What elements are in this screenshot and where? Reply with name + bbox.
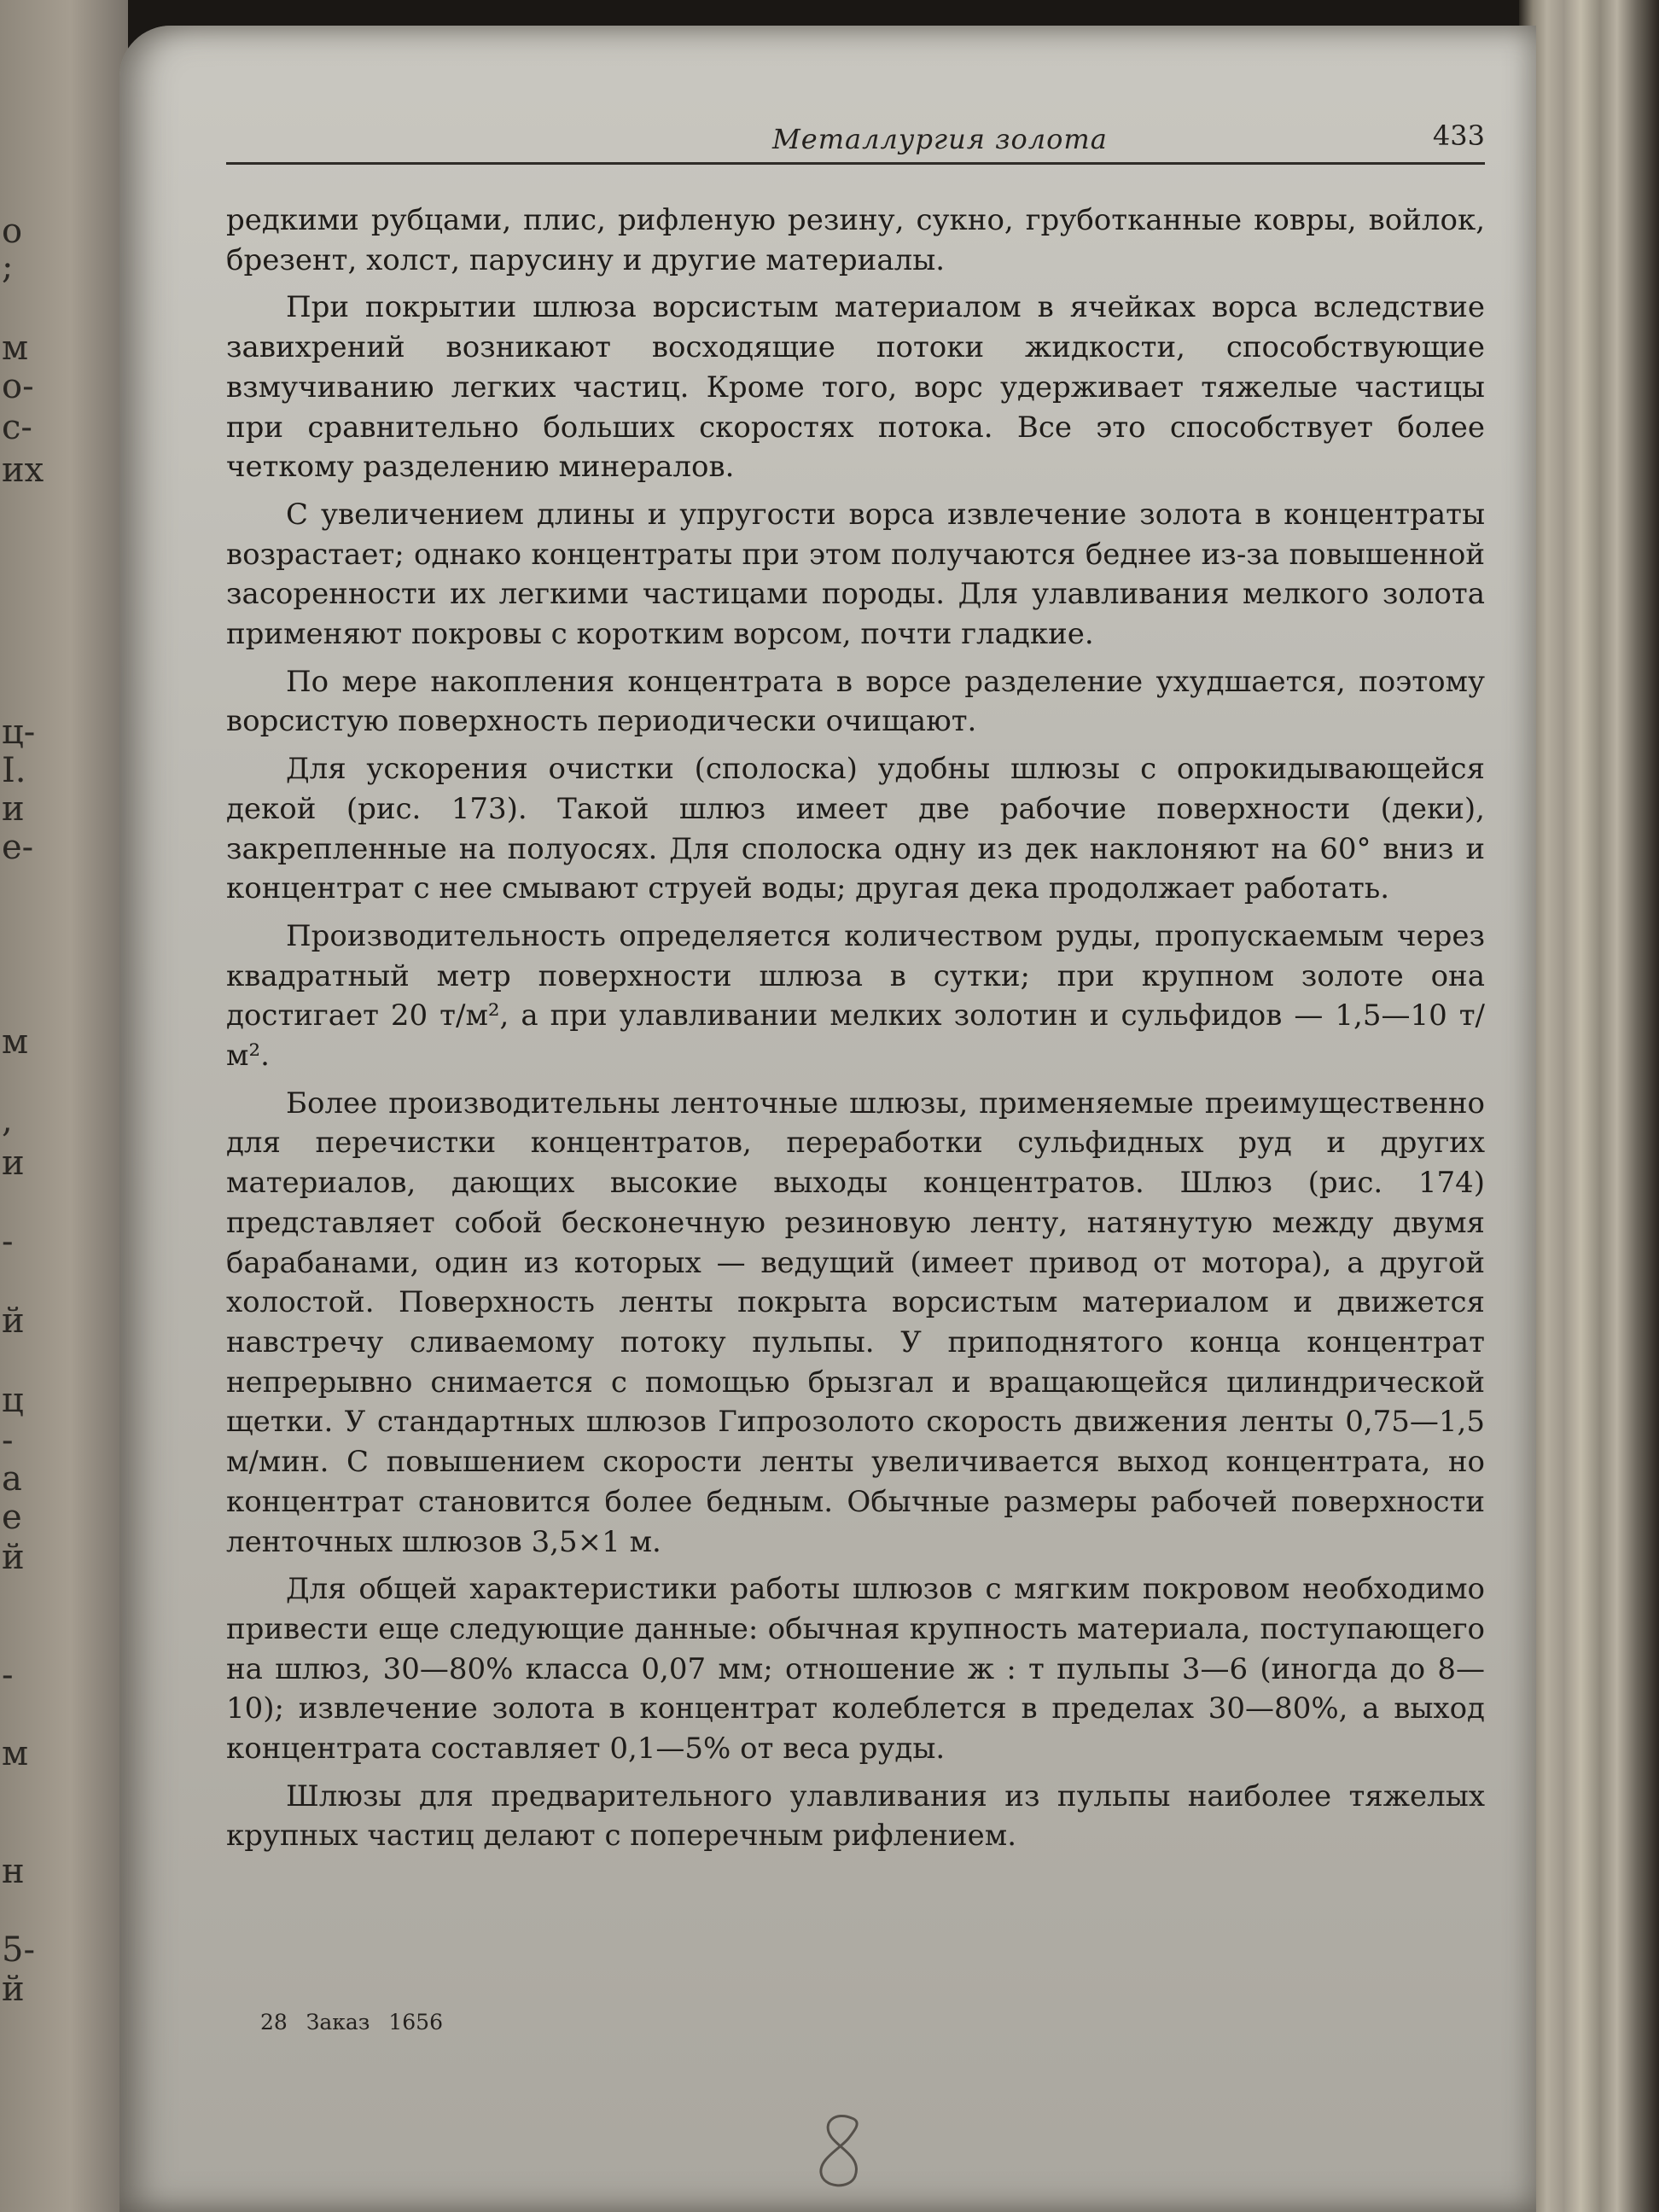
- paragraph: Производительность определяется количеством руды, пропускаемым через квадратный метр поверхности шлюза в сутки; при крупном золоте она достигает 20 т/м², а при улавливании мелких золотин и сульфидов — 1,5—10 т/м².: [226, 918, 1485, 1074]
- left-page-fragment: е-: [2, 828, 34, 867]
- page-number: 433: [1432, 119, 1485, 152]
- left-page-fragment: о: [2, 212, 23, 251]
- paragraph: С увеличением длины и упругости ворса извлечение золота в концентраты возрастает; однако концентраты при этом получаются беднее из-за повышенной засоренности их легкими частицами породы. Для улавливания мелкого золота применяют покровы с коротким ворсом, почти гладкие.: [226, 497, 1485, 652]
- handwritten-mark-8: [802, 2108, 879, 2193]
- left-page-fragment: м: [2, 1022, 29, 1062]
- left-page-fragment: ц: [2, 1381, 24, 1420]
- left-page-edge: [0, 0, 128, 2212]
- paragraph: редкими рубцами, плис, рифленую резину, сукно, груботканные ковры, войлок, брезент, холст, парусину и другие материалы.: [226, 203, 1485, 277]
- left-page-fragment: и: [2, 1144, 25, 1183]
- left-page-fragment: I.: [2, 751, 26, 790]
- printer-signature: [260, 2010, 455, 2034]
- left-page-fragment: ;: [2, 247, 14, 287]
- left-page-fragment: -: [2, 1421, 14, 1460]
- signature-number: 28: [260, 2010, 288, 2034]
- body-text: [226, 201, 1485, 1856]
- left-page-fragment: а: [2, 1459, 22, 1499]
- order-label: Заказ: [306, 2010, 370, 2034]
- running-title: Металлургия золота: [772, 123, 1108, 155]
- running-header: [226, 119, 1485, 165]
- left-page-fragment: о-: [2, 367, 34, 406]
- left-page-fragment: их: [2, 451, 44, 490]
- left-page-fragment: е: [2, 1498, 22, 1537]
- left-page-fragment: 5-: [2, 1930, 35, 1970]
- left-page-fragment: й: [2, 1538, 25, 1577]
- paragraph: Для общей характеристики работы шлюзов с мягким покровом необходимо привести еще следующие данные: обычная крупность материала, поступающего на шлюз, 30—80% класса 0,07 мм; отношение ж : т пульпы 3—6 (иногда до 8—10); извлечение золота в концентрат колеблется в пределах 30—80%, а выход концентрата составляет 0,1—5% от веса руды.: [226, 1572, 1485, 1767]
- left-page-fragment: м: [2, 1734, 29, 1773]
- book-page: [119, 26, 1536, 2212]
- left-page-fragment: и: [2, 789, 25, 829]
- left-page-fragment: с-: [2, 408, 32, 447]
- paragraph: Для ускорения очистки (сполоска) удобны шлюзы с опрокидывающейся декой (рис. 173). Такой шлюз имеет две рабочие поверхности (деки), закрепленные на полуосях. Для сполоска одну из дек наклоняют на 60° вниз и концентрат с нее смывают струей воды; другая дека продолжает работать.: [226, 752, 1485, 906]
- order-number: 1656: [388, 2010, 443, 2034]
- left-page-fragment: й: [2, 1970, 25, 2009]
- left-page-fragment: -: [2, 1222, 14, 1261]
- left-page-fragment: й: [2, 1301, 25, 1341]
- page-edges: [1519, 0, 1659, 2212]
- left-page-fragment: -: [2, 1656, 14, 1695]
- paragraph: По мере накопления концентрата в ворсе разделение ухудшается, поэтому ворсистую поверхность периодически очищают.: [226, 664, 1485, 739]
- left-page-fragment: ,: [2, 1101, 13, 1140]
- paragraph: Более производительны ленточные шлюзы, применяемые преимущественно для перечистки концентратов, переработки сульфидных руд и других материалов, дающих высокие выходы концентратов. Шлюз (рис. 174) представляет собой бесконечную резиновую ленту, натянутую между двумя барабанами, один из которых — ведущий (имеет привод от мотора), а другой холостой. Поверхность ленты покрыта ворсистым материалом и движется навстречу сливаемому потоку пульпы. У приподнятого конца концентрат непрерывно снимается с помощью брызгал и вращающейся цилиндрической щетки. У стандартных шлюзов Гипрозолото скорость движения ленты 0,75—1,5 м/мин. С повышением скорости ленты увеличивается выход концентрата, но концентрат становится более бедным. Обычные размеры рабочей поверхности ленточных шлюзов 3,5×1 м.: [226, 1086, 1485, 1559]
- left-page-fragment: н: [2, 1852, 25, 1891]
- paragraph: При покрытии шлюза ворсистым материалом в ячейках ворса вследствие завихрений возникают восходящие потоки жидкости, способствующие взмучиванию легких частиц. Кроме того, ворс удерживает тяжелые частицы при сравнительно больших скоростях потока. Все это способствует более четкому разделению минералов.: [226, 290, 1485, 485]
- paragraph: Шлюзы для предварительного улавливания из пульпы наиболее тяжелых крупных частиц делают с поперечным рифлением.: [226, 1778, 1485, 1854]
- left-page-fragment: ц-: [2, 713, 36, 752]
- left-page-fragment: м: [2, 329, 29, 368]
